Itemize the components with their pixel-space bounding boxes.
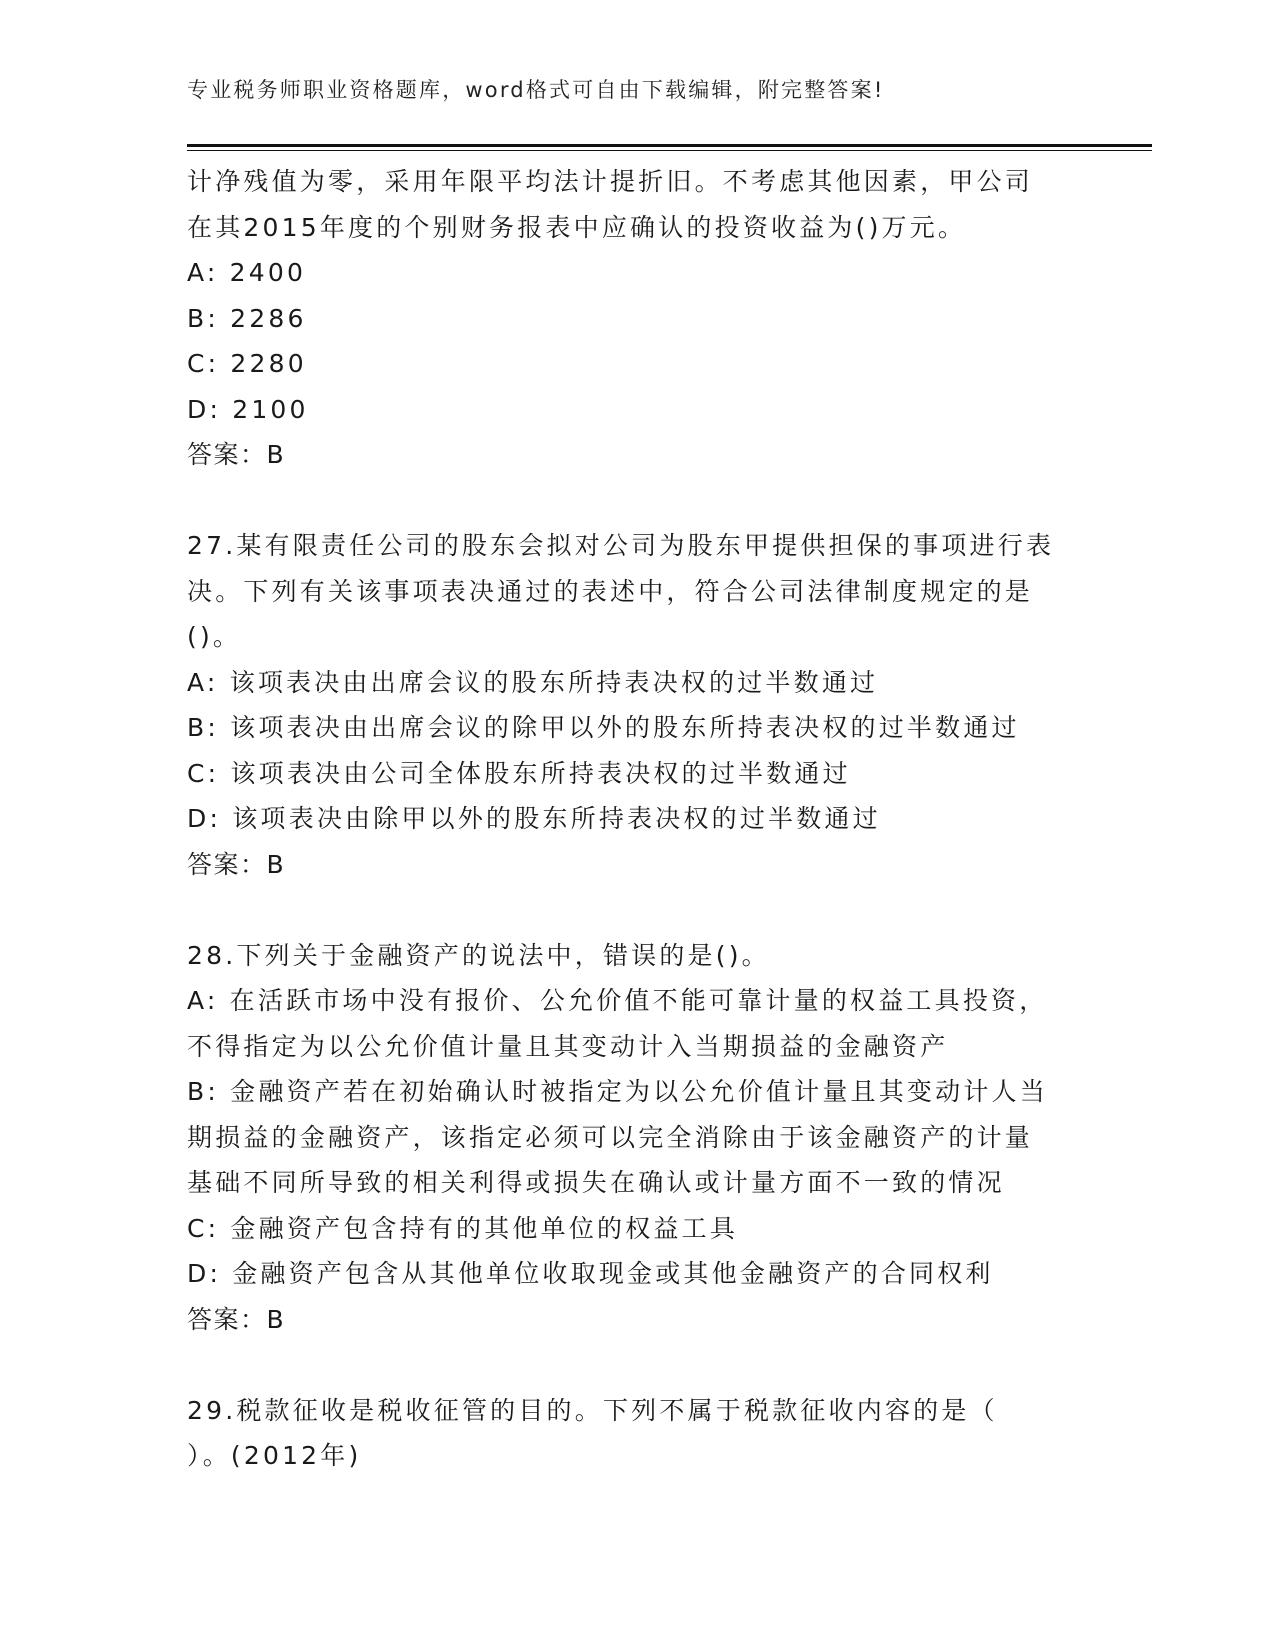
option-line: 不得指定为以公允价值计量且其变动计入当期损益的金融资产	[187, 1031, 949, 1061]
question-26	[187, 159, 1087, 478]
question-stem-line: 决。下列有关该事项表决通过的表述中，符合公司法律制度规定的是	[187, 576, 1034, 606]
question-stem-line: 29.税款征收是税收征管的目的。下列不属于税款征收内容的是（	[187, 1395, 998, 1425]
question-stem-line: ()。	[187, 622, 242, 651]
question-29	[187, 1388, 1087, 1479]
option-a: A: 该项表决由出席会议的股东所持表决权的过半数通过	[187, 667, 879, 697]
option-line: 基础不同所导致的相关利得或损失在确认或计量方面不一致的情况	[187, 1168, 1005, 1197]
option-line: A: 在活跃市场中没有报价、公允价值不能可靠计量的权益工具投资，	[187, 986, 1048, 1015]
spacer	[187, 478, 1087, 524]
answer-line: 答案：B	[187, 440, 286, 469]
spacer	[187, 887, 1087, 933]
option-c: C: 该项表决由公司全体股东所持表决权的过半数通过	[187, 758, 851, 788]
option-d: D: 该项表决由除甲以外的股东所持表决权的过半数通过	[187, 804, 881, 833]
option-line: 期损益的金融资产，该指定必须可以完全消除由于该金融资产的计量	[187, 1122, 1034, 1152]
option-a: A: 2400	[187, 258, 307, 287]
option-b: B: 2286	[187, 303, 307, 333]
header-divider-thin	[187, 150, 1152, 151]
option-line: B: 金融资产若在初始确认时被指定为以公允价值计量且其变动计人当	[187, 1077, 1048, 1106]
page-header-banner: 专业税务师职业资格题库，word格式可自由下载编辑，附完整答案!	[187, 78, 885, 102]
question-stem-line: ）。(2012年)	[187, 1441, 362, 1470]
question-content	[187, 159, 1087, 1479]
answer-line: 答案：B	[187, 1304, 286, 1334]
answer-line: 答案：B	[187, 849, 286, 879]
option-b: B: 该项表决由出席会议的除甲以外的股东所持表决权的过半数通过	[187, 713, 1020, 742]
question-stem-line: 27.某有限责任公司的股东会拟对公司为股东甲提供担保的事项进行表	[187, 531, 1055, 560]
question-27	[187, 523, 1087, 887]
question-stem-line: 计净残值为零，采用年限平均法计提折旧。不考虑其他因素，甲公司	[187, 167, 1034, 196]
option-d: D: 2100	[187, 394, 309, 424]
spacer	[187, 1342, 1087, 1388]
header-divider-thick	[187, 144, 1152, 147]
question-stem-line: 在其2015年度的个别财务报表中应确认的投资收益为()万元。	[187, 212, 967, 242]
option-line: C: 金融资产包含持有的其他单位的权益工具	[187, 1213, 739, 1243]
option-c: C: 2280	[187, 349, 307, 378]
question-stem-line: 28.下列关于金融资产的说法中，错误的是()。	[187, 940, 770, 970]
option-line: D: 金融资产包含从其他单位收取现金或其他金融资产的合同权利	[187, 1259, 994, 1288]
question-28	[187, 933, 1087, 1343]
